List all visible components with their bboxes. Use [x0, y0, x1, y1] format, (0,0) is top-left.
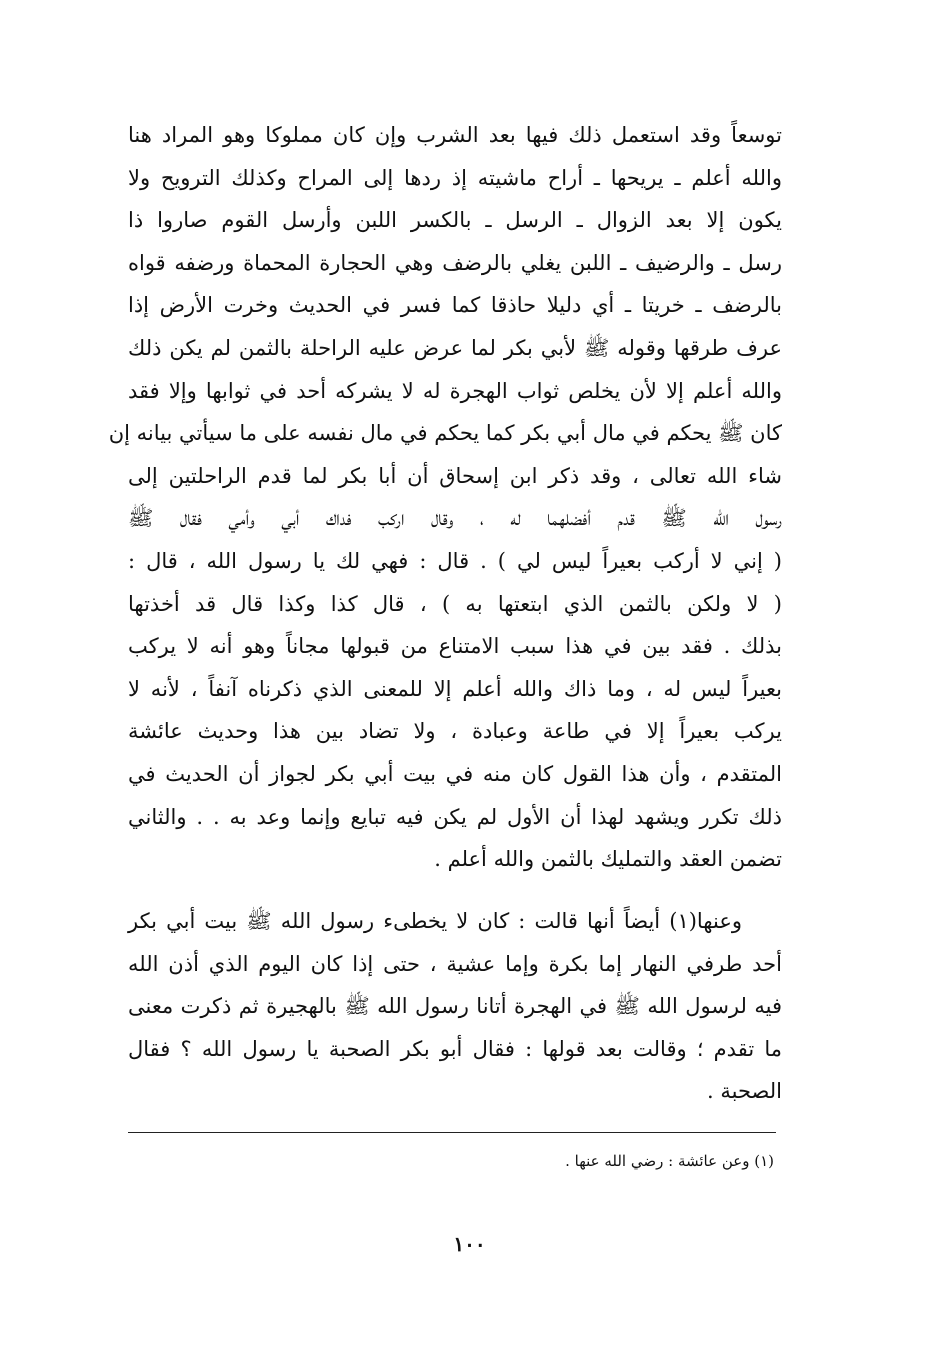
footnote: (١) وعن عائشة : رضي الله عنها .: [565, 1152, 774, 1170]
text-line: بعيراً ليس له ، وما ذاك والله أعلم إلا للمعنى الذي ذكرناه آنفاً ، لأنه لا: [128, 676, 782, 701]
text-line: والله أعلم ـ يريحها ـ أراح ماشيته إذ ردها إلى المراح وكذلك الترويح ولا: [128, 165, 782, 190]
text-line: شاء الله تعالى ، وقد ذكر ابن إسحاق أن أبا بكر لما قدم الراحلتين إلى: [128, 463, 782, 488]
text-line: رسل ـ والرضيف ـ اللبن يغلي بالرضف وهي الحجارة المحماة ورضفه قواه: [128, 250, 782, 275]
second-paragraph: [128, 900, 782, 1113]
text-line: كان ﷺ يحكم في مال أبي بكر كما يحكم في مال نفسه على ما سيأتي بيانه إن: [108, 421, 782, 446]
text-line: يكون إلا بعد الزوال ـ الرسل ـ بالكسر اللبن وأرسل القوم صاروا ذا: [128, 208, 782, 233]
text-line: بذلك . فقد بين في هذا سبب الامتناع من قبولها مجاناً وهو أنه لا يركب: [128, 634, 782, 659]
text-line: ( إني لا أركب بعيراً ليس لي ) . قال : فهي لك يا رسول الله ، قال :: [128, 548, 782, 573]
page-number: ١٠٠: [453, 1232, 486, 1256]
text-line: توسعاً وقد استعمل ذلك فيها بعد الشرب وإن كان مملوكا وهو المراد هنا: [128, 123, 782, 147]
text-line: وعنها(١) أيضاً أنها قالت : كان لا يخطىء رسول الله ﷺ بيت أبي بكر: [128, 909, 742, 933]
text-line: يركب بعيراً إلا في طاعة وعبادة ، ولا تضاد بين هذا وحديث عائشة: [128, 719, 782, 744]
text-line: رسول الله ﷺ قدم أفضلهما له ، وقال اركب فداك أبي وأمي فقال ﷺ: [128, 506, 782, 531]
text-line: أحد طرفي النهار إما بكرة وإما عشية ، حتى إذا كان اليوم الذي أذن الله: [128, 951, 782, 976]
text-line: والله أعلم إلا لأن يخلص ثواب الهجرة له لا يشركه أحد في ثوابها وإلا فقد: [128, 378, 783, 403]
text-line: الصحبة .: [707, 1079, 782, 1104]
text-line: عرف طرقها وقوله ﷺ لأبي بكر لما عرض عليه الراحلة بالثمن لم يكن ذلك: [128, 335, 782, 360]
footnote-separator: [128, 1132, 776, 1133]
text-line: فيه لرسول الله ﷺ في الهجرة أتانا رسول الله ﷺ بالهجيرة ثم ذكرت معنى: [128, 994, 782, 1019]
text-line: ( لا ولكن بالثمن الذي ابتعتها به ) ، قال كذا وكذا قال قد أخذتها: [128, 591, 782, 616]
text-line: ذلك تكرر ويشهد لهذا أن الأول لم يكن فيه تبايع وإنما وعد به . . والثاني: [128, 804, 782, 829]
text-line: المتقدم ، وأن هذا القول كان منه في بيت أبي بكر لجواز أن الحديث في: [128, 761, 783, 786]
text-line: ما تقدم ؛ وقالت بعد قولها : فقال أبو بكر الصحبة يا رسول الله ؟ فقال: [128, 1036, 782, 1061]
main-paragraph: [108, 114, 783, 881]
text-line: بالرضف ـ خريتا ـ أي دليلا حاذقا كما فسر في الحديث وخرت الأرض إذا: [128, 293, 782, 318]
text-line: تضمن العقد والتمليك بالثمن والله أعلم .: [434, 847, 782, 872]
